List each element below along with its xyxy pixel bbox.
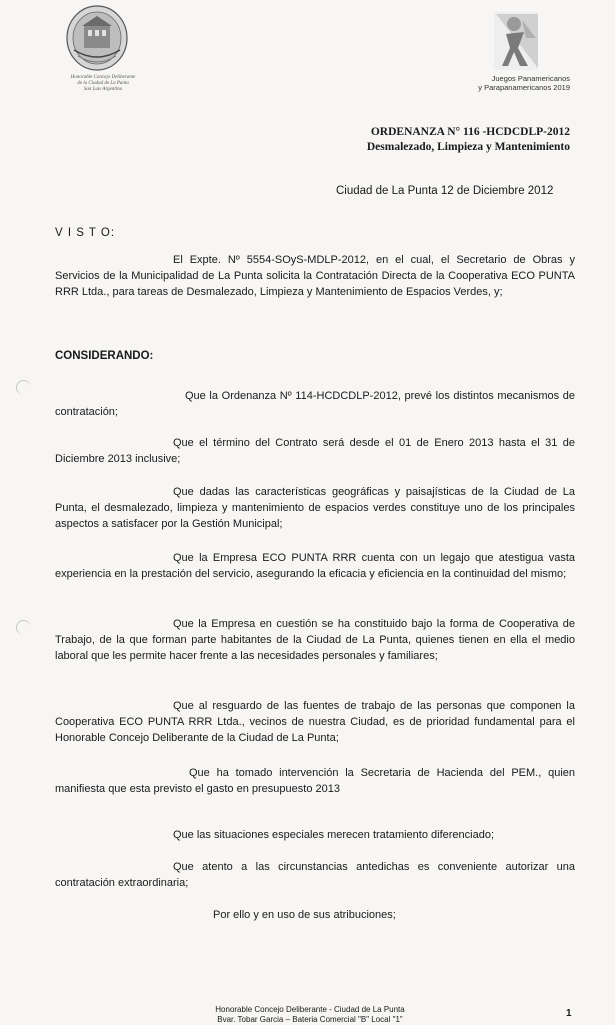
document-date: Ciudad de La Punta 12 de Diciembre 2012 <box>336 185 554 197</box>
panamerican-games-logo <box>492 8 542 74</box>
ordinance-title: ORDENANZA N° 116 -HCDCDLP-2012 <box>370 126 570 138</box>
considerando-paragraph: Por ello y en uso de sus atribuciones; <box>213 909 396 921</box>
seal-caption-line: San Luis Argentina <box>83 87 123 92</box>
footer <box>200 1005 420 1025</box>
considerando-heading: CONSIDERANDO: <box>55 350 154 362</box>
hole-punch-mark-top <box>16 380 31 395</box>
page-number: 1 <box>566 1008 572 1019</box>
footer-line-2: Bvar. Tobar Garcia – Bateria Comercial "B" Local "1" <box>217 1015 403 1024</box>
seal-caption <box>58 75 148 93</box>
considerando-paragraph: Que las situaciones especiales merecen tratamiento diferenciado; <box>173 829 495 841</box>
footer-line-1: Honorable Concejo Deliberante - Ciudad de La Punta <box>215 1005 405 1014</box>
considerando-paragraph: Que el término del Contrato será desde el 01 de Enero 2013 hasta el 31 de Diciembre 2013 inclusive; <box>55 437 575 465</box>
considerando-paragraph: Que ha tomado intervención la Secretaria de Hacienda del PEM., quien manifiesta que esta previsto el gasto en presupuesto 2013 <box>55 767 575 795</box>
considerando-paragraph: Que al resguardo de las fuentes de trabajo de las personas que componen la Cooperativa ECO PUNTA RRR Ltda., vecinos de nuestra Ciudad, es de prioridad fundamental para el Honorable Concejo Deliberante de la Ciudad de La Punta; <box>55 700 575 744</box>
concejo-deliberante-seal <box>64 4 130 74</box>
considerando-paragraph: Que atento a las circunstancias antedichas es conveniente autorizar una contratación extraordinaria; <box>55 861 575 889</box>
panamerican-caption-line: Juegos Panamericanos <box>491 74 570 83</box>
considerando-paragraph: Que dadas las características geográficas y paisajísticas de la Ciudad de La Punta, el desmalezado, limpieza y mantenimiento de espacios verdes constituye uno de los principales aspectos a satisfacer por la Gestión Municipal; <box>55 486 575 530</box>
seal-caption-line: Honorable Concejo Deliberante <box>70 75 136 80</box>
hole-punch-mark-bottom <box>16 620 31 635</box>
visto-paragraph: El Expte. Nº 5554-SOyS-MDLP-2012, en el cual, el Secretario de Obras y Servicios de la Municipalidad de La Punta solicita la Contratación Directa de la Cooperativa ECO PUNTA RRR Ltda., para tareas de Desmalezado, Limpieza y Mantenimiento de Espacios Verdes, y; <box>55 254 575 298</box>
panamerican-caption-line: y Parapanamericanos 2019 <box>478 83 570 92</box>
considerando-paragraph: Que la Empresa en cuestión se ha constituido bajo la forma de Cooperativa de Trabajo, de la que forman parte habitantes de la Ciudad de La Punta, quienes tienen en ella el medio laboral que les permite hacer frente a las necesidades personales y familiares; <box>55 618 575 662</box>
considerando-paragraph: Que la Empresa ECO PUNTA RRR cuenta con un legajo que atestigua vasta experiencia en la prestación del servicio, asegurando la eficacia y eficiencia en la continuidad del mismo; <box>55 552 575 580</box>
ordinance-subtitle: Desmalezado, Limpieza y Mantenimiento <box>366 141 570 153</box>
panamerican-caption <box>440 74 570 92</box>
seal-caption-line: de la Ciudad de La Punta <box>77 81 129 86</box>
visto-heading: V I S T O: <box>55 227 116 239</box>
considerando-paragraph: Que la Ordenanza Nº 114-HCDCDLP-2012, prevé los distintos mecanismos de contratación; <box>55 390 575 418</box>
